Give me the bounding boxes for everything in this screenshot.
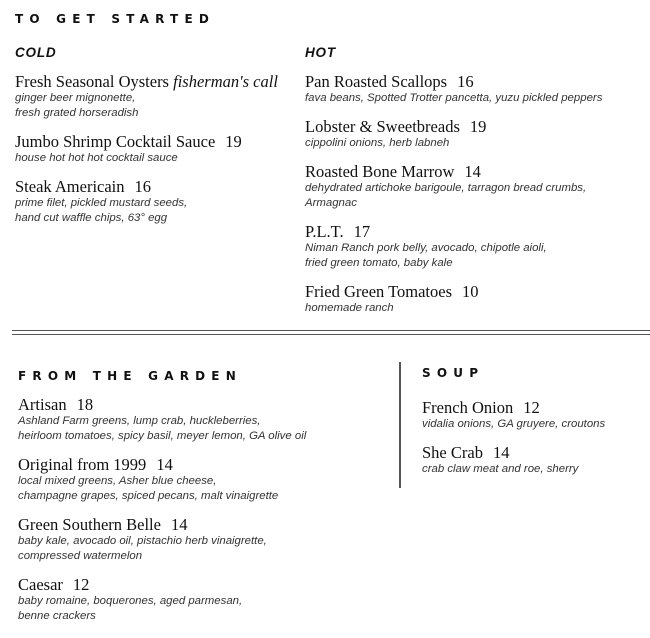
menu-item: [305, 162, 602, 211]
section-divider: [12, 334, 650, 335]
menu-item: [18, 455, 306, 504]
item-description: cippolini onions, herb labneh: [305, 137, 450, 149]
item-name: Fresh Seasonal Oysters: [15, 72, 169, 91]
item-description: crab claw meat and roe, sherry: [422, 463, 579, 475]
menu-item: [422, 398, 605, 432]
item-description: dehydrated artichoke barigoule, tarragon bread crumbs, Armagnac: [305, 182, 587, 209]
item-name: She Crab: [422, 443, 483, 462]
soup-section: [422, 366, 605, 477]
cold-heading: COLD: [15, 45, 57, 60]
item-name: Artisan: [18, 395, 67, 414]
item-description: local mixed greens, Asher blue cheese, champagne grapes, spiced pecans, malt vinaigrette: [18, 475, 279, 502]
menu-item: [15, 72, 278, 121]
section-title-to-get-started: TO GET STARTED: [15, 12, 216, 26]
menu-item: [18, 575, 306, 624]
item-name: Steak Americain: [15, 177, 125, 196]
hot-column: [305, 45, 602, 316]
item-name: P.L.T.: [305, 222, 344, 241]
item-name: Jumbo Shrimp Cocktail Sauce: [15, 132, 216, 151]
item-description: fava beans, Spotted Trotter pancetta, yuzu pickled peppers: [305, 92, 603, 104]
item-price: 19: [469, 117, 487, 136]
item-price: 14: [170, 515, 188, 534]
item-description: prime filet, pickled mustard seeds, hand cut waffle chips, 63° egg: [15, 197, 188, 224]
item-name: French Onion: [422, 398, 514, 417]
cold-column: [15, 45, 278, 226]
item-name: Fried Green Tomatoes: [305, 282, 453, 301]
section-divider: [12, 330, 650, 331]
item-price: 14: [156, 455, 173, 474]
item-price: 12: [72, 575, 90, 594]
item-name: Pan Roasted Scallops: [305, 72, 448, 91]
item-price: 17: [353, 222, 371, 241]
menu-item: [18, 515, 306, 564]
item-description: vidalia onions, GA gruyere, croutons: [422, 418, 606, 430]
column-divider: [399, 362, 401, 488]
menu-item: [305, 282, 602, 316]
item-price: 14: [464, 162, 481, 181]
item-name: Green Southern Belle: [18, 515, 161, 534]
item-description: ginger beer mignonette, fresh grated horseradish: [15, 92, 139, 119]
item-name: Caesar: [18, 575, 63, 594]
section-title-soup: SOUP: [422, 366, 485, 380]
garden-section: [18, 369, 306, 624]
menu-item: [305, 72, 602, 106]
item-price: 18: [76, 395, 94, 414]
item-price: 12: [523, 398, 540, 417]
item-name: Original from 1999: [18, 455, 147, 474]
menu-item: [15, 177, 278, 226]
menu-item: [15, 132, 278, 166]
menu-item: [18, 395, 306, 444]
item-description: Niman Ranch pork belly, avocado, chipotle aioli, fried green tomato, baby kale: [305, 242, 547, 269]
menu-item: [422, 443, 605, 477]
item-description: Ashland Farm greens, lump crab, huckleberries, heirloom tomatoes, spicy basil, meyer lemon, GA olive oil: [18, 415, 307, 442]
item-description: baby kale, avocado oil, pistachio herb vinaigrette, compressed watermelon: [18, 535, 267, 562]
item-price: 10: [462, 282, 479, 301]
section-title-from-the-garden: FROM THE GARDEN: [18, 369, 242, 383]
menu-item: [305, 222, 602, 271]
item-price: 14: [492, 443, 510, 462]
menu-item: [305, 117, 602, 151]
hot-heading: HOT: [305, 45, 336, 60]
item-description: baby romaine, boquerones, aged parmesan, benne crackers: [18, 595, 243, 622]
item-price: 16: [457, 72, 474, 91]
item-description: homemade ranch: [305, 302, 394, 314]
item-price: 19: [225, 132, 242, 151]
item-name: Lobster & Sweetbreads: [305, 117, 460, 136]
item-price: 16: [134, 177, 152, 196]
item-name: Roasted Bone Marrow: [305, 162, 455, 181]
item-note: fisherman's call: [173, 72, 278, 91]
item-description: house hot hot hot cocktail sauce: [15, 152, 178, 164]
